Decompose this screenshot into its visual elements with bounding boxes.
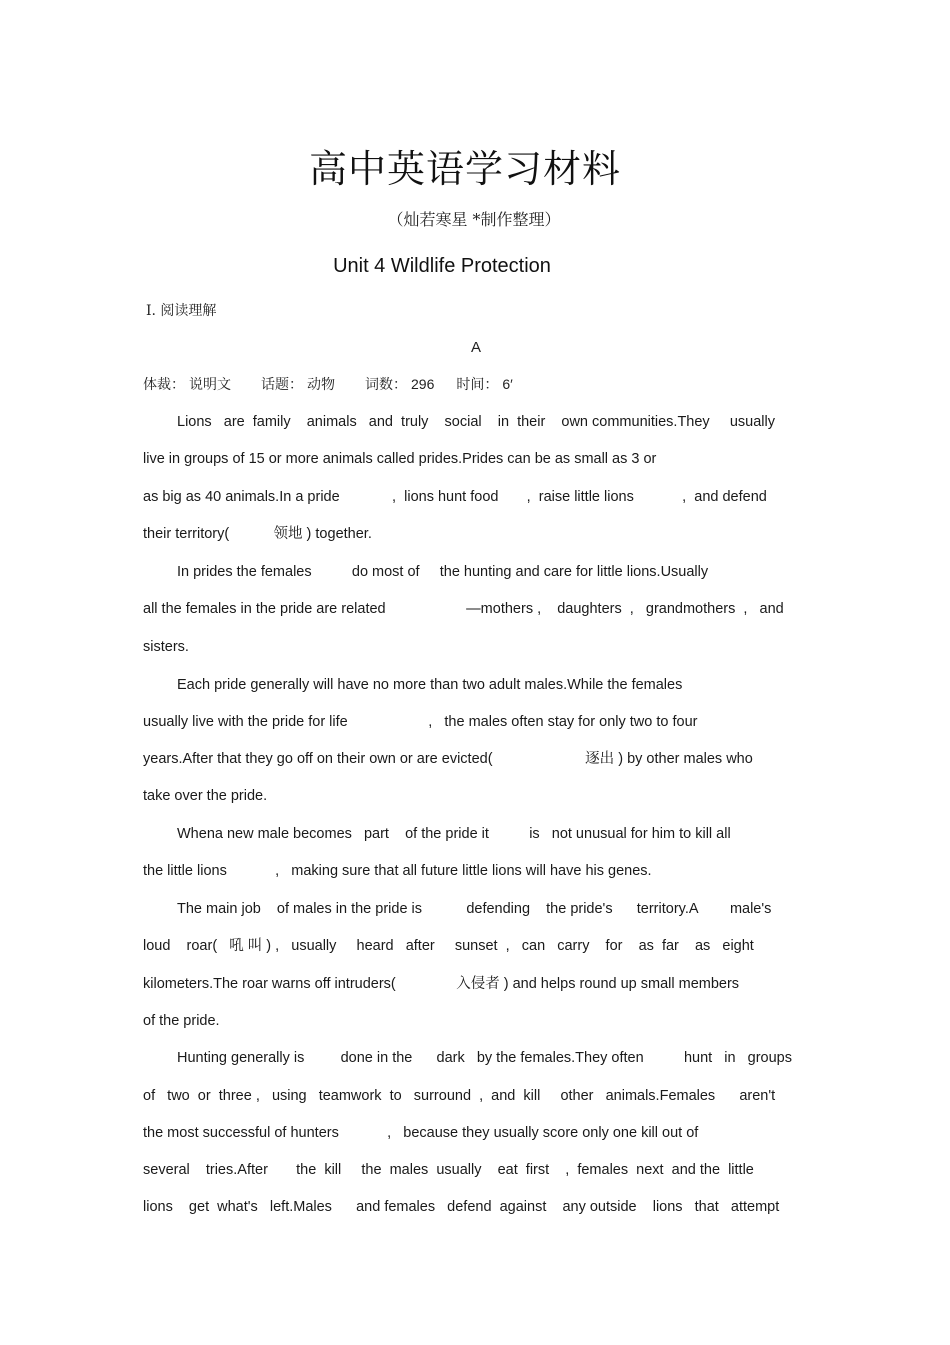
topic-label: 话题： xyxy=(261,377,303,393)
genre-value: 说明文 xyxy=(189,377,231,393)
text-line: take over the pride. xyxy=(143,788,268,804)
document-subtitle: （灿若寒星 *制作整理） xyxy=(387,210,561,229)
text-line: all the females in the pride are related —mothers , daughters , grandmothers , and xyxy=(143,601,784,617)
topic-value: 动物 xyxy=(307,377,335,393)
time-label: 时间： xyxy=(456,377,499,393)
document-title: 高中英语学习材料 xyxy=(308,147,621,191)
passage-label: A xyxy=(470,339,481,356)
section-heading: Ⅰ. 阅读理解 xyxy=(146,303,217,319)
text-line: several tries.After the kill the males usually eat first , females next and the little xyxy=(143,1162,754,1178)
text-line: In prides the females do most of the hunting and care for little lions.Usually xyxy=(177,564,709,580)
text-line: loud roar( 吼 叫 ) , usually heard after sunset , can carry for as far as eight xyxy=(143,938,754,954)
text-line: Whena new male becomes part of the pride it is not unusual for him to kill all xyxy=(177,826,731,842)
text-line: their territory( 领地 ) together. xyxy=(143,526,372,542)
text-line: usually live with the pride for life , the males often stay for only two to four xyxy=(143,714,698,730)
genre-label: 体裁： xyxy=(143,377,185,393)
text-line: kilometers.The roar warns off intruders( 入侵者 ) and helps round up small members xyxy=(143,976,740,992)
passage-meta xyxy=(143,374,517,394)
text-line: Each pride generally will have no more than two adult males.While the females xyxy=(177,677,683,693)
text-line: live in groups of 15 or more animals called prides.Prides can be as small as 3 or xyxy=(143,451,657,467)
text-line: The main job of males in the pride is defending the pride's territory.A male's xyxy=(177,901,772,917)
text-line: of the pride. xyxy=(143,1013,220,1029)
text-line: years.After that they go off on their own or are evicted( 逐出 ) by other males who xyxy=(143,751,753,767)
text-line: lions get what's left.Males and females defend against any outside lions that attempt xyxy=(143,1199,780,1215)
text-line: of two or three , using teamwork to surround , and kill other animals.Females aren't xyxy=(143,1088,776,1104)
text-line: the little lions , making sure that all future little lions will have his genes. xyxy=(143,863,652,879)
text-line: the most successful of hunters , because they usually score only one kill out of xyxy=(143,1125,699,1141)
time-value: 6′ xyxy=(502,376,513,392)
text-line: sisters. xyxy=(143,639,189,655)
text-line: Hunting generally is done in the dark by the females.They often hunt in groups xyxy=(177,1050,792,1066)
words-label: 词数： xyxy=(365,377,407,393)
words-value: 296 xyxy=(411,376,435,392)
unit-title: Unit 4 Wildlife Protection xyxy=(333,255,551,277)
text-line: Lions are family animals and truly social in their own communities.They usually xyxy=(177,414,775,430)
text-line: as big as 40 animals.In a pride , lions hunt food , raise little lions , and defend xyxy=(143,489,767,505)
